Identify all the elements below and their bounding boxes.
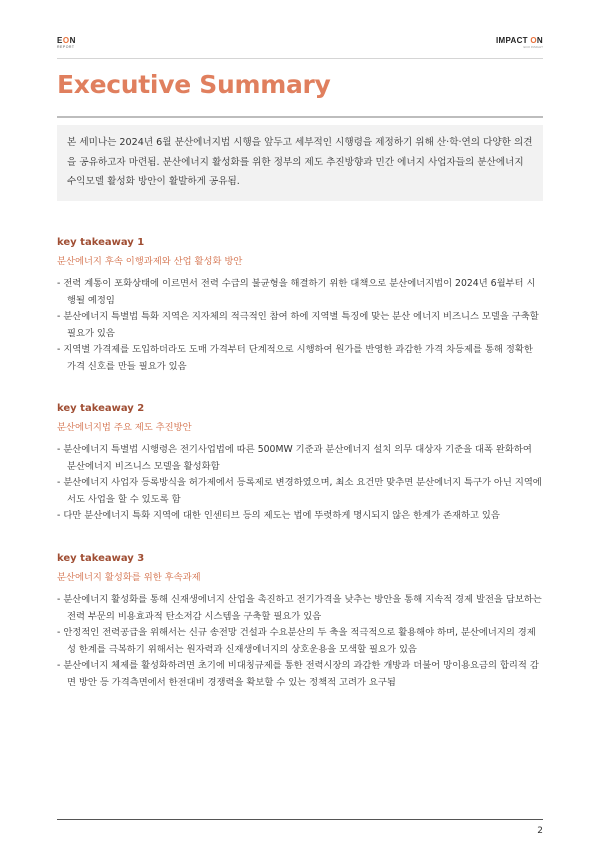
bullet-item: - 분산에너지 활성화를 통해 신재생에너지 산업을 촉진하고 전기가격을 낮추는 방안을 통해 지속적 경제 발전을 담보하는 전력 부문의 비용효과적 탄소저감 시스템을 구축할 필요가 있음 bbox=[57, 592, 543, 625]
takeaway-heading: key takeaway 1 bbox=[57, 237, 145, 248]
page-number: 2 bbox=[537, 826, 543, 836]
eon-logo-text: EON bbox=[57, 36, 76, 45]
bullet-item: - 분산에너지 체제를 활성화하려면 초기에 비대칭규제를 통한 전력시장의 과감한 개방과 더불어 망이용요금의 합리적 감면 방안 등 가격측면에서 한전대비 경쟁력을 확보할 수 있는 정책적 고려가 요구됨 bbox=[57, 658, 543, 691]
takeaway-heading: key takeaway 2 bbox=[57, 403, 145, 414]
footer-divider bbox=[57, 819, 543, 820]
title-divider bbox=[57, 116, 543, 118]
impact-on-logo bbox=[496, 36, 543, 49]
eon-report-logo bbox=[57, 36, 76, 50]
bullet-item: - 분산에너지 사업자 등록방식을 허가제에서 등록제로 변경하였으며, 최소 요건만 맞추면 분산에너지 특구가 아닌 지역에서도 사업을 할 수 있도록 함 bbox=[57, 475, 543, 508]
bullet-item: - 지역별 가격제를 도입하더라도 도매 가격부터 단계적으로 시행하여 원가를 반영한 과감한 가격 차등제를 통해 정확한 가격 신호를 만들 필요가 있음 bbox=[57, 342, 543, 375]
takeaway-bullets bbox=[57, 276, 543, 376]
takeaway-bullets bbox=[57, 592, 543, 692]
header-divider bbox=[57, 58, 543, 59]
takeaway-subheading: 분산에너지법 주요 제도 추진방안 bbox=[57, 422, 192, 433]
bullet-item: - 안정적인 전력공급을 위해서는 신규 송전망 건설과 수요분산의 두 축을 적극적으로 활용해야 하며, 분산에너지의 경제성 한계를 극복하기 위해서는 원자력과 신재생에너지의 상호운용을 모색할 필요가 있음 bbox=[57, 625, 543, 658]
summary-box: 본 세미나는 2024년 6월 분산에너지법 시행을 앞두고 세부적인 시행령을 제정하기 위해 산·학·연의 다양한 의견을 공유하고자 마련됨. 분산에너지 활성화를 위한 정부의 제도 추진방향과 민간 에너지 사업자들의 분산에너지 수익모델 활성화 방안이 활발하게 공유됨. bbox=[57, 125, 543, 201]
bullet-item: - 분산에너지 특별법 시행령은 전기사업법에 따른 500MW 기준과 분산에너지 설치 의무 대상자 기준을 대폭 완화하여 분산에너지 비즈니스 모델을 활성화함 bbox=[57, 442, 543, 475]
takeaway-bullets bbox=[57, 442, 543, 525]
bullet-item: - 전력 계통이 포화상태에 이르면서 전력 수급의 불균형을 해결하기 위한 대책으로 분산에너지법이 2024년 6월부터 시행될 예정임 bbox=[57, 276, 543, 309]
impact-on-logo-subtext: ECO INSIGHT bbox=[523, 45, 543, 49]
bullet-item: - 분산에너지 특별법 특화 지역은 지자체의 적극적인 참여 하에 지역별 특징에 맞는 분산 에너지 비즈니스 모델을 구축할 필요가 있음 bbox=[57, 309, 543, 342]
takeaway-section-2 bbox=[57, 402, 543, 525]
takeaway-section-1 bbox=[57, 236, 543, 376]
takeaway-subheading: 분산에너지 후속 이행과제와 산업 활성화 방안 bbox=[57, 256, 243, 267]
impact-on-logo-text: IMPACT ON bbox=[495, 36, 543, 45]
takeaway-subheading: 분산에너지 활성화를 위한 후속과제 bbox=[57, 572, 201, 583]
takeaway-heading: key takeaway 3 bbox=[57, 553, 145, 564]
takeaway-section-3 bbox=[57, 552, 543, 692]
bullet-item: - 다만 분산에너지 특화 지역에 대한 인센티브 등의 제도는 법에 뚜렷하게 명시되지 않은 한계가 존재하고 있음 bbox=[57, 508, 543, 525]
page-title: Executive Summary bbox=[57, 70, 331, 99]
eon-logo-subtext: REPORT bbox=[57, 45, 75, 49]
